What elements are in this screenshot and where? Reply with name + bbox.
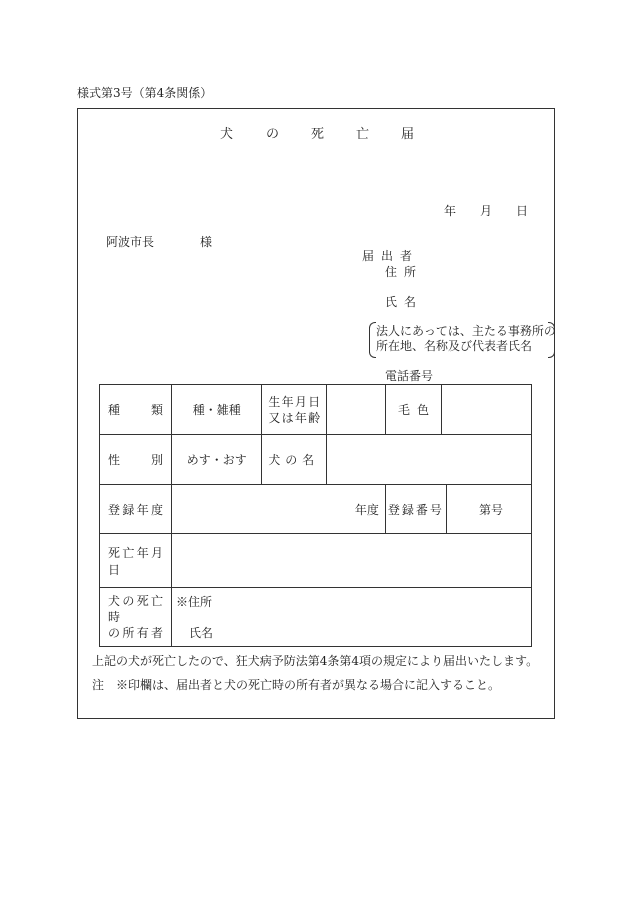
date-month-label: 月 [480,204,493,218]
title-char-4: 亡 [356,127,370,142]
phone-label: 電話番号 [385,369,434,383]
notifier-label: 届出者 [362,249,420,263]
corporate-note-line-2: 所在地、名称及び代表者氏名 [376,339,533,353]
corporate-note [369,322,555,358]
kind-value: 種・雑種 [172,385,262,435]
footnote: 注 ※印欄は、届出者と犬の死亡時の所有者が異なる場合に記入すること。 [92,678,501,692]
coat-color-label: 毛色 [397,403,429,417]
owner-address-label: ※住所 [176,595,213,609]
number-suffix: 号 [490,502,503,517]
registration-number-field[interactable] [447,501,531,518]
birth-label-line-1: 生年月日 [268,394,321,409]
table-row-death-date [100,534,532,588]
registration-number-label: 登録番号 [387,502,444,517]
sex-value: めす・おす [172,435,262,485]
table-row-registration [100,485,532,534]
notifier-address-label: 住所 [385,265,424,279]
table-row-owner [100,588,532,647]
sex-label: 性別 [108,453,164,467]
addressee-name: 阿波市長 [106,235,155,249]
title-char-1: 犬 [220,127,234,142]
owner-field[interactable] [172,588,532,647]
owner-name-label: 氏名 [189,626,214,640]
kind-label: 種類 [108,403,164,417]
registration-year-field[interactable] [172,485,386,534]
corporate-note-line-1: 法人にあっては、主たる事務所の [376,324,556,338]
owner-label-line-2: の所有者 [108,626,164,640]
table-row-kind [100,385,532,435]
birth-label-line-2: 又は年齢 [268,410,321,425]
death-date-label: 死亡年月日 [108,545,164,577]
date-day-label: 日 [516,204,529,218]
title-char-5: 届 [401,127,415,142]
year-suffix: 年度 [354,502,379,517]
dog-info-table [99,384,532,647]
table-row-sex [100,435,532,485]
owner-label-line-1: 犬の死亡時 [108,594,164,624]
title-char-2: の [266,127,280,142]
death-date-field[interactable] [172,534,532,588]
dog-name-field[interactable] [327,435,532,485]
title-char-3: 死 [311,127,325,142]
number-prefix: 第 [478,502,491,517]
registration-year-label: 登録年度 [108,502,164,517]
addressee-honorific: 様 [200,235,213,249]
statement-text: 上記の犬が死亡したので、狂犬病予防法第4条第4項の規定により届出いたします。 [92,654,539,668]
coat-color-field[interactable] [441,385,531,435]
notifier-name-label: 氏名 [385,295,424,309]
birth-value-field[interactable] [327,385,386,435]
date-year-label: 年 [444,204,457,218]
form-number: 様式第3号（第4条関係） [77,86,213,100]
left-bracket [369,322,376,358]
dog-name-label: 犬の名 [268,453,315,467]
